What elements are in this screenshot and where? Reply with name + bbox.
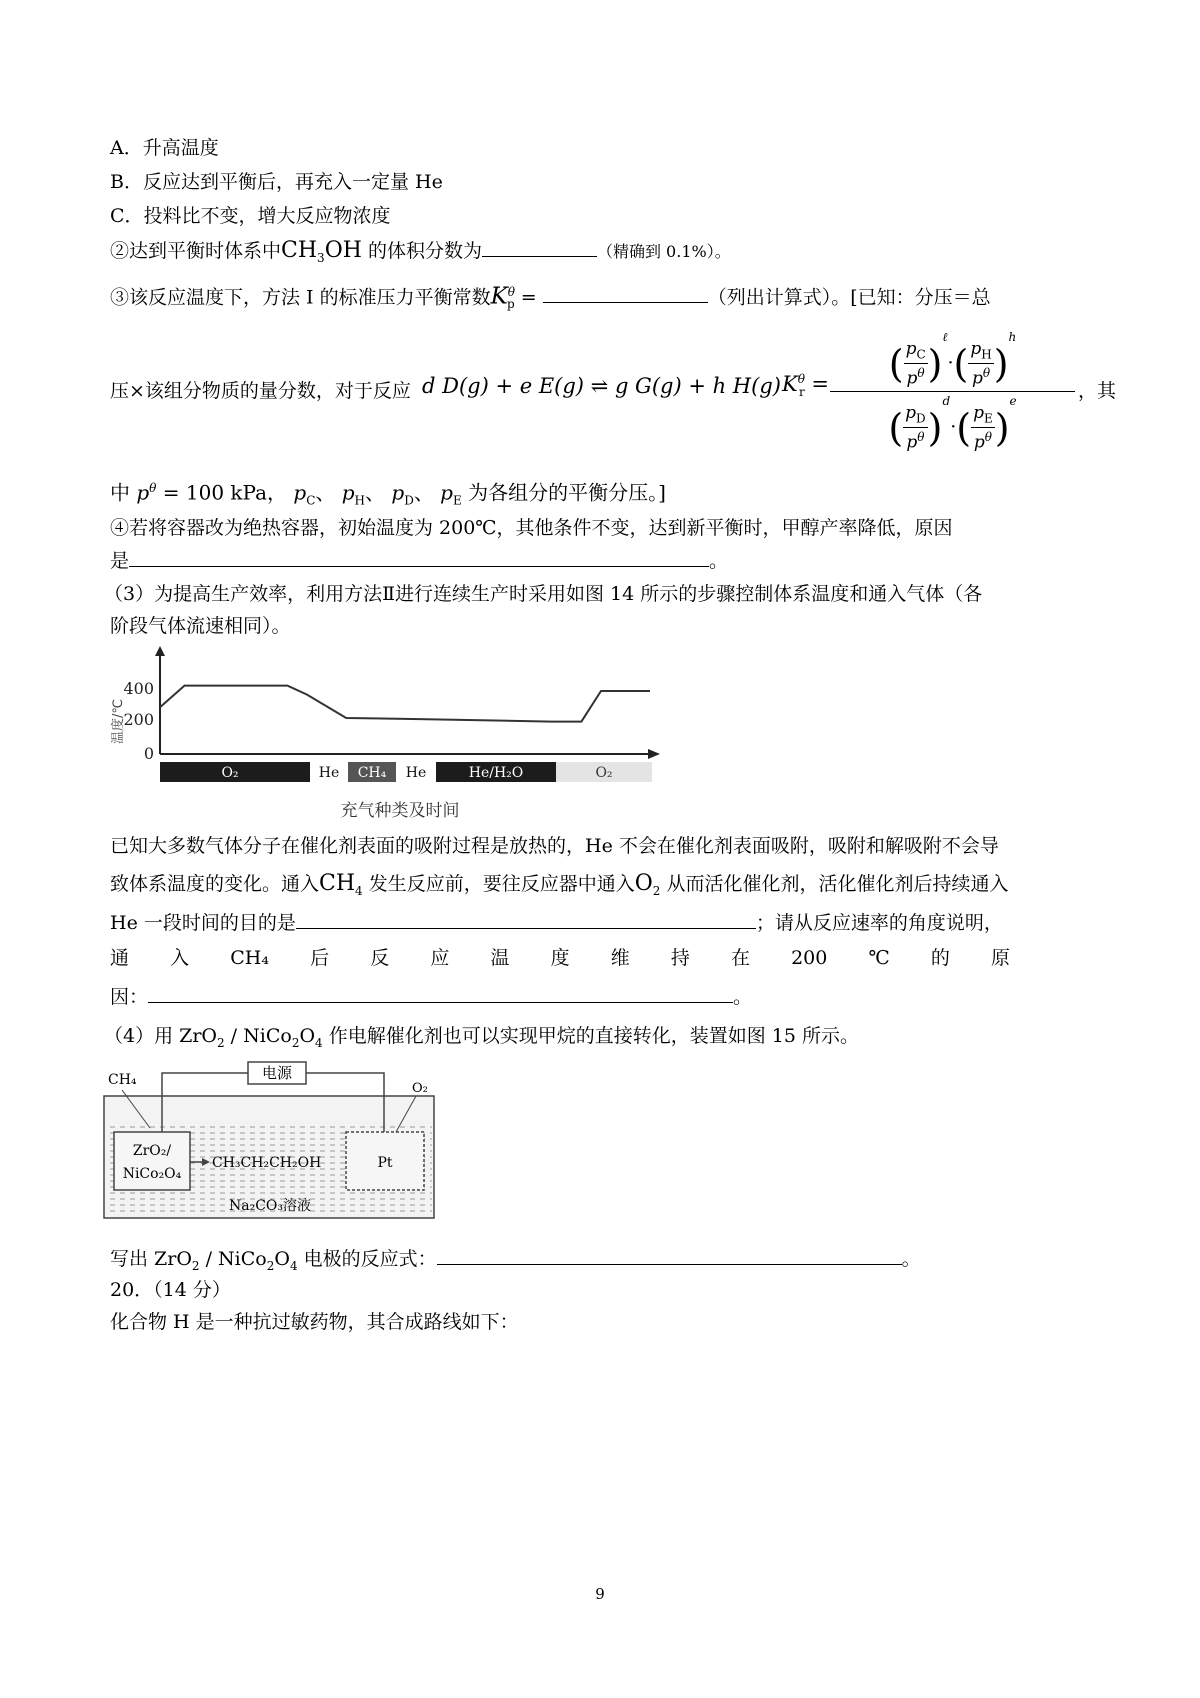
question-20-text: 化合物 H 是一种抗过敏药物，其合成路线如下： [110, 1311, 519, 1333]
answer-blank[interactable] [543, 284, 708, 303]
ch4-label: CH₄ [108, 1072, 137, 1088]
y-axis-arrow [155, 646, 165, 656]
kr-symbol: $K^\theta_r$ = [782, 372, 829, 400]
o2-label: O₂ [412, 1081, 428, 1096]
segment-label-he-h2o: He/H₂O [468, 765, 524, 781]
x-axis-label: 充气种类及时间 [340, 801, 460, 821]
y-tick-0: 0 [143, 744, 154, 763]
answer-blank[interactable] [296, 910, 756, 929]
answer-blank[interactable] [437, 1246, 902, 1265]
option-b: B．反应达到平衡后，再充入一定量 He [110, 171, 443, 193]
write-reaction-line: 写出 $ZrO_2 / NiCo_2O_4$ 电极的反应式： 。 [110, 1248, 921, 1273]
segment-label-o2-2: O₂ [595, 765, 613, 781]
figure-14-chart [110, 644, 670, 824]
option-a: A．升高温度 [110, 137, 219, 159]
segment-label-he-2: He [405, 765, 427, 781]
question-3-line1: ③该反应温度下，方法 I 的标准压力平衡常数$K^\theta_p$ = （列出计算式）。[已知：分压＝总 [110, 283, 991, 312]
page-number: 9 [595, 1585, 605, 1603]
para-line4: 通 入 CH₄ 后 反 应 温 度 维 持 在 200 ℃ 的 原 [110, 947, 1010, 969]
pt-label: Pt [377, 1155, 393, 1171]
para-line5: 因： 。 [110, 986, 753, 1008]
para-line2: 致体系温度的变化。通入$CH_4$ 发生反应前，要往反应器中通入$O_2$ 从而活化催化剂，活化催化剂后持续通入 [110, 871, 1009, 898]
figure-15-apparatus [100, 1058, 440, 1228]
question-2: ②达到平衡时体系中$CH_3OH$ 的体积分数为 （精确到 0.1%）。 [110, 238, 731, 265]
gas-segment-bar [160, 762, 652, 782]
para-line3: He 一段时间的目的是 ；请从反应速率的角度说明， [110, 912, 1003, 934]
y-axis-label: 温度/℃ [111, 699, 126, 744]
segment-label-ch4: CH₄ [357, 765, 387, 781]
question-20-title: 20．（14 分） [110, 1279, 231, 1301]
part4-line: （4）用 $ZrO_2 / NiCo_2O_4$ 作电解催化剂也可以实现甲烷的直接转化，装置如图 15 所示。 [104, 1025, 859, 1050]
solution-label: Na₂CO₃溶液 [228, 1198, 312, 1214]
answer-blank[interactable] [129, 548, 709, 567]
y-tick-200: 200 [123, 710, 154, 729]
question-4-line1: ④若将容器改为绝热容器，初始温度为 200℃，其他条件不变，达到新平衡时，甲醇产率降低，原因 [110, 517, 953, 539]
segment-label-o2: O₂ [221, 765, 239, 781]
answer-blank[interactable] [482, 238, 597, 257]
para-line1: 已知大多数气体分子在催化剂表面的吸附过程是放热的，He 不会在催化剂表面吸附，吸附和解吸附不会导 [110, 835, 999, 857]
temperature-line [160, 686, 650, 722]
y-tick-400: 400 [123, 679, 154, 698]
product-label: CH₃CH₂CH₂OH [212, 1155, 322, 1171]
kr-fraction: ( $\frac{p_C}{p^\theta}$ )$^\ell$·( $\frac{p_H}{p^\theta}$ )$^h$ ( $\frac{p_D}{p^\theta}$ )$^d$·( $\frac{p_E}{p^\theta}$ )$^e$ [830, 330, 1075, 453]
x-axis-arrow [648, 749, 660, 759]
reaction-equation: d D(g) + e E(g) ⇌ g G(g) + h H(g) [422, 374, 781, 398]
question-4-line2: 是 。 [110, 550, 729, 572]
segment-label-he: He [318, 765, 340, 781]
option-c: C．投料比不变，增大反应物浓度 [110, 205, 391, 227]
electrode1-label-b: NiCo₂O₄ [122, 1166, 182, 1182]
part3-line2: 阶段气体流速相同）。 [110, 615, 291, 637]
answer-blank[interactable] [148, 984, 733, 1003]
electrode1-label-a: ZrO₂/ [132, 1143, 172, 1159]
part3-line1: （3）为提高生产效率，利用方法Ⅱ进行连续生产时采用如图 14 所示的步骤控制体系温度和通入气体（各 [104, 583, 983, 605]
power-supply-label: 电源 [261, 1064, 293, 1082]
question-3-line3: 中 $p^\theta = 100$ kPa， $p_C$、 $p_H$、 $p_D$、 $p_E$ 为各组分的平衡分压。] [110, 480, 666, 508]
